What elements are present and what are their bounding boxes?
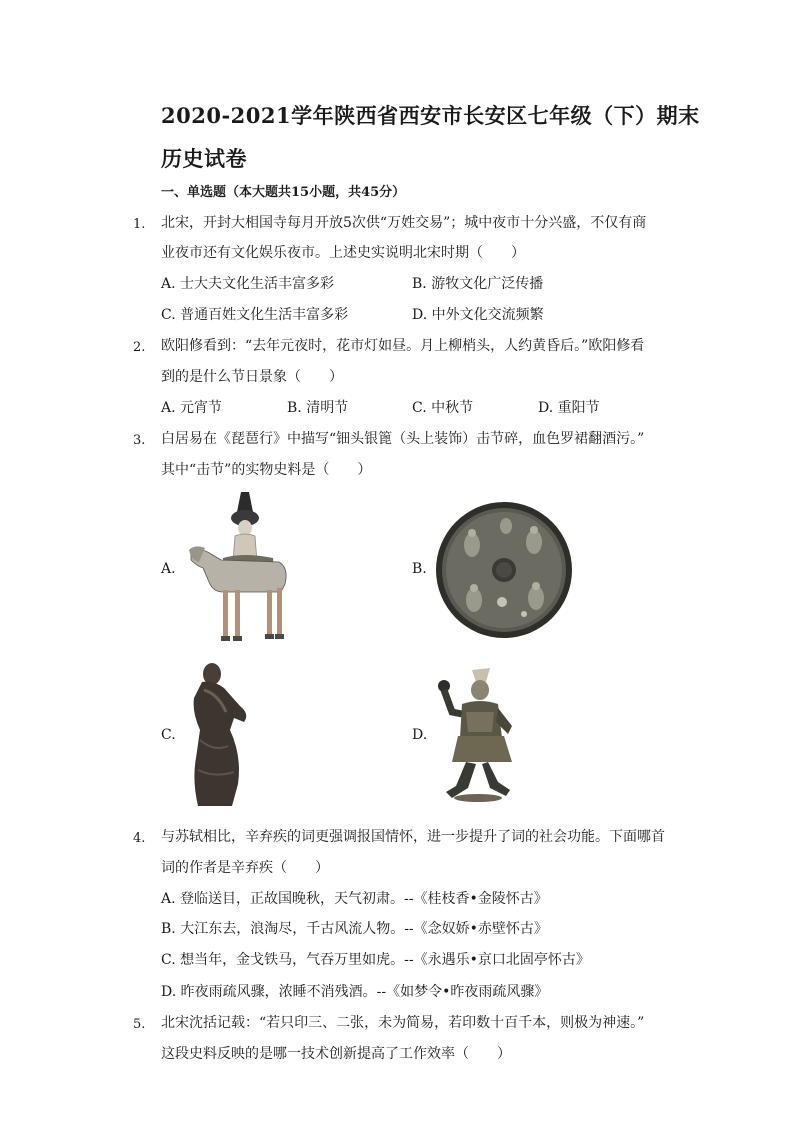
option-d-label: D. <box>412 727 428 743</box>
option-b: B. 大江东去，浪淘尽，千古风流人物。--《念奴娇•赤壁怀古》 <box>161 921 548 937</box>
option-b-label: B. <box>412 561 427 577</box>
option-c: C. 中秋节 <box>412 400 474 416</box>
question-text: 词的作者是辛弃疾（ ） <box>161 860 329 876</box>
section-title: 一、单选题（本大题共15小题，共45分） <box>161 185 406 200</box>
option-a: A. 元宵节 <box>161 400 223 416</box>
question-text: 到的是什么节日景象（ ） <box>161 369 343 385</box>
question-number: 5. <box>133 1017 146 1032</box>
bronze-mirror-image <box>434 500 574 644</box>
option-d: D. 中外文化交流频繁 <box>412 307 544 323</box>
option-a: A. 登临送目，正故国晚秋，天气初肃。--《桂枝香•金陵怀古》 <box>161 891 548 907</box>
question-text: 欧阳修看到：“去年元夜时，花市灯如昼。月上柳梢头，人约黄昏后。”欧阳修看 <box>161 338 645 354</box>
question-text: 与苏轼相比，辛弃疾的词更强调报国情怀，进一步提升了词的社会功能。下面哪首 <box>161 829 665 845</box>
question-text: 业夜市还有文化娱乐夜市。上述史实说明北宋时期（ ） <box>161 245 525 261</box>
option-b: B. 游牧文化广泛传播 <box>412 276 544 292</box>
exam-title-line2: 历史试卷 <box>161 146 247 171</box>
question-text: 这段史料反映的是哪一技术创新提高了工作效率（ ） <box>161 1046 511 1062</box>
dancing-man-figurine-image <box>432 664 524 808</box>
option-a: A. 士大夫文化生活丰富多彩 <box>161 276 335 292</box>
question-text: 白居易在《琵琶行》中描写“钿头银篦（头上装饰）击节碎，血色罗裙翻酒污。” <box>161 431 645 447</box>
option-d: D. 重阳节 <box>538 400 600 416</box>
question-text: 北宋沈括记载：“若只印三、二张，未为简易，若印数十百千本，则极为神速。” <box>161 1015 645 1031</box>
dancer-figurine-image <box>184 660 264 814</box>
question-number: 2. <box>133 340 146 355</box>
question-number: 3. <box>133 433 146 448</box>
option-b: B. 清明节 <box>287 400 349 416</box>
question-number: 1. <box>133 217 146 232</box>
question-text: 其中“击节”的实物史料是（ ） <box>161 462 372 478</box>
exam-title-line1: 2020-2021学年陕西省西安市长安区七年级（下）期末 <box>161 103 700 128</box>
option-c: C. 想当年，金戈铁马，气吞万里如虎。--《永遇乐•京口北固亭怀古》 <box>161 952 590 968</box>
option-a-label: A. <box>161 561 176 577</box>
option-c-label: C. <box>161 727 176 743</box>
horse-rider-figurine-image <box>183 488 293 652</box>
question-text: 北宋，开封大相国寺每月开放5次供“万姓交易”；城中夜市十分兴盛，不仅有商 <box>161 215 647 231</box>
option-d: D. 昨夜雨疏风骤，浓睡不消残酒。--《如梦令•昨夜雨疏风骤》 <box>161 984 549 1000</box>
question-number: 4. <box>133 831 146 846</box>
option-c: C. 普通百姓文化生活丰富多彩 <box>161 307 349 323</box>
